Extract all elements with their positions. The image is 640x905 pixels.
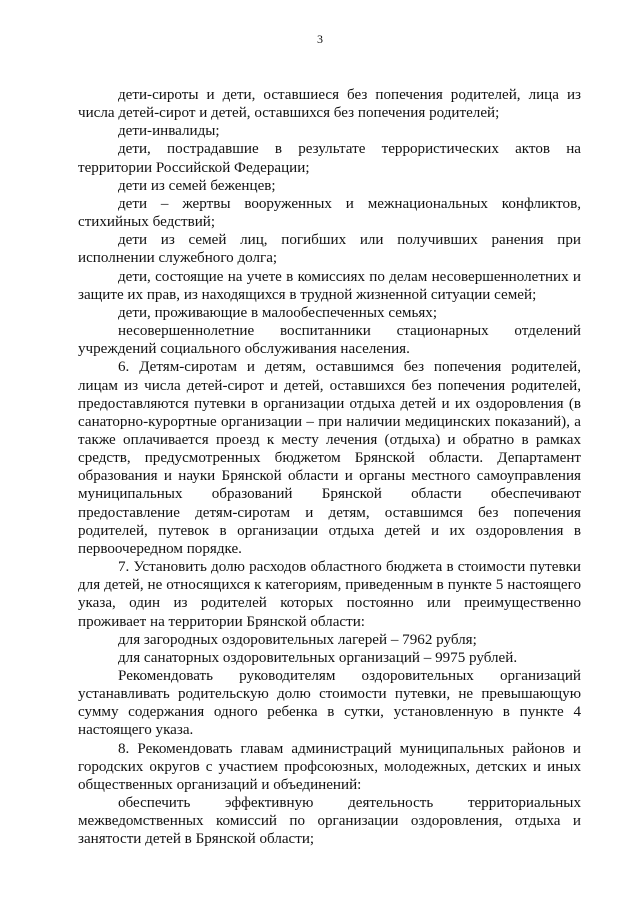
list-item-service-casualties: дети из семей лиц, погибших или получивших ранения при исполнении служебного долга; <box>78 232 581 267</box>
list-item-low-income: дети, проживающие в малообеспеченных семьях; <box>118 304 438 321</box>
clause-7: 7. Установить долю расходов областного бюджета в стоимости путевки для детей, не относящихся к категориям, приведенным в пункте 5 настоящего указа, один из родителей которых постоянно или преимущественно проживает на территории Брянской области: <box>78 559 581 630</box>
clause-8: 8. Рекомендовать главам администраций муниципальных районов и городских округов с участием профсоюзных, молодежных, детских и иных общественных организаций и объединений: <box>78 740 581 793</box>
list-item-orphans: дети-сироты и дети, оставшиеся без попечения родителей, лица из числа детей-сирот и детей, оставшихся без попечения родителей; <box>78 87 581 122</box>
list-item-terror-victims: дети, пострадавшие в результате террористических актов на территории Российской Федерации; <box>78 141 581 176</box>
list-item-conflict-victims: дети – жертвы вооруженных и межнациональных конфликтов, стихийных бедствий; <box>78 195 581 231</box>
document-body <box>78 86 581 849</box>
clause-7-camps: для загородных оздоровительных лагерей – 7962 рубля; <box>118 631 477 648</box>
clause-6: 6. Детям-сиротам и детям, оставшимся без попечения родителей, лицам из числа детей-сирот и детей, оставшихся без попечения родителей, предоставляются путевки в организации отдыха детей и их оздоровления (в санаторно-курортные организации – при наличии медицинских показаний), а также оплачивается проезд к месту лечения (отдыха) и обратно в рамках средств, предусмотренных бюджетом Брянской области. Департамент образования и науки Брянской области и органы местного самоуправления муниципальных образований Брянской области обеспечивают предоставление детям-сиротам и детям, оставшимся без попечения родителей, путевок в организации отдыха детей и их оздоровления в первоочередном порядке. <box>78 359 581 557</box>
page-number: 3 <box>317 32 323 46</box>
list-item-refugee-families: дети из семей беженцев; <box>118 177 276 194</box>
clause-7-sanatoriums: для санаторных оздоровительных организаций – 9975 рублей. <box>118 649 518 666</box>
list-item-disabled-children: дети-инвалиды; <box>118 123 220 140</box>
clause-7-recommendation: Рекомендовать руководителям оздоровительных организаций устанавливать родительскую долю стоимости путевки, не превышающую сумму содержания одного ребенка в сутки, установленную в пункте 4 настоящего указа. <box>78 668 581 739</box>
list-item-juvenile-commission: дети, состоящие на учете в комиссиях по делам несовершеннолетних и защите их прав, из находящихся в трудной жизненной ситуации семей; <box>78 268 581 303</box>
clause-8-item-commissions: обеспечить эффективную деятельность территориальных межведомственных комиссий по организации оздоровления, отдыха и занятости детей в Брянской области; <box>78 795 581 848</box>
list-item-residential-wards: несовершеннолетние воспитанники стационарных отделений учреждений социального обслуживания населения. <box>78 323 581 358</box>
